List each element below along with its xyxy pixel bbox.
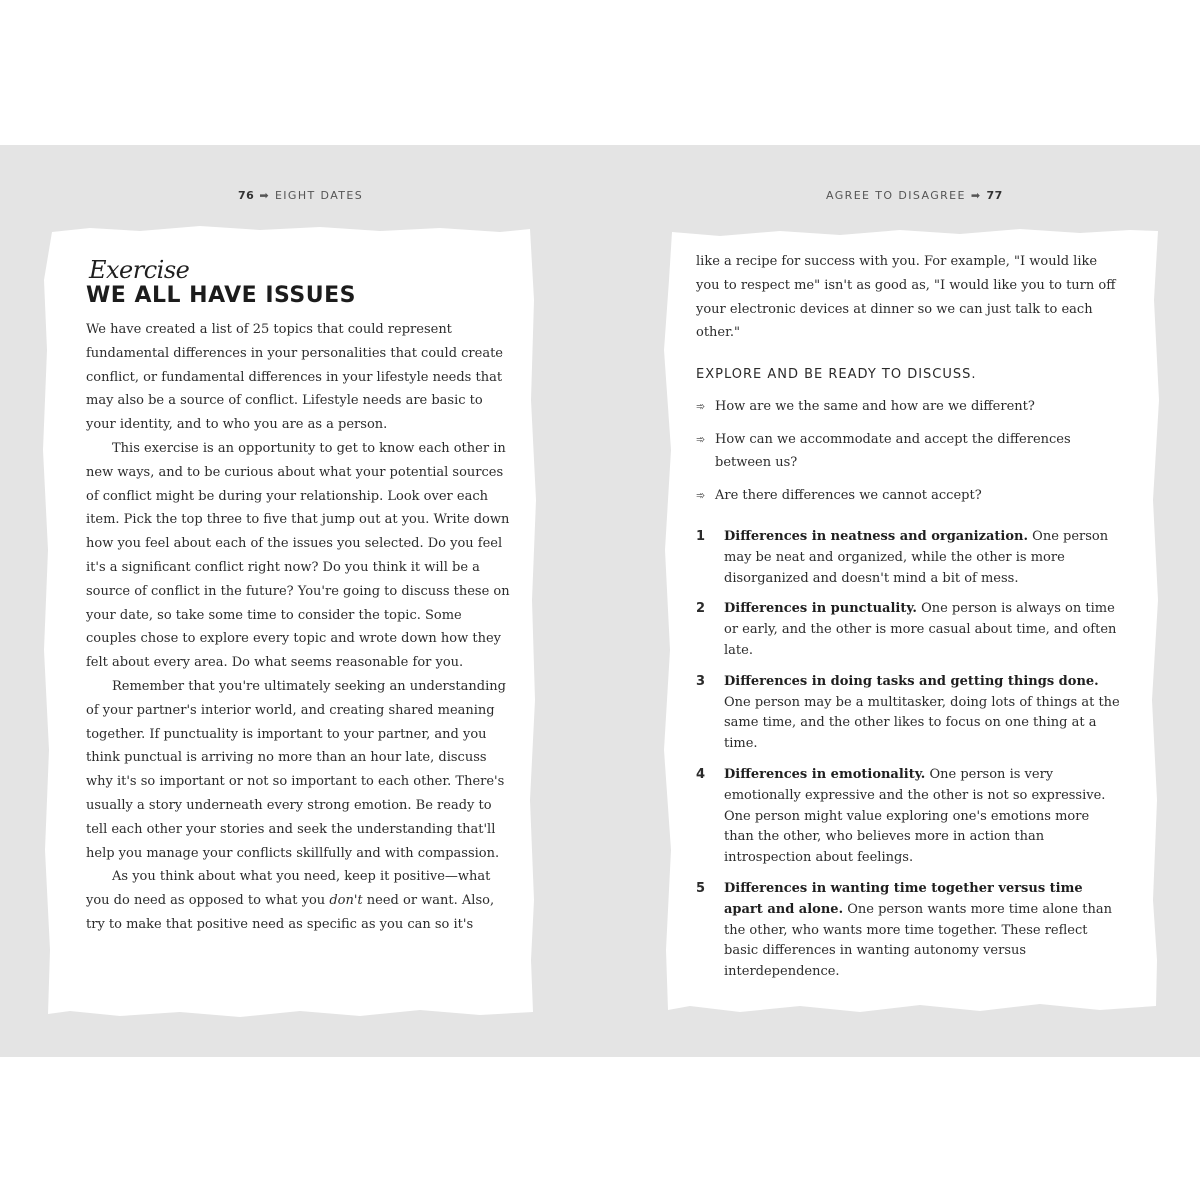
- item-title: Differences in wanting time together versus time apart and alone.: [724, 880, 1083, 917]
- item-number: 3: [696, 673, 706, 689]
- bullet-arrow-icon: ➾: [696, 399, 706, 413]
- item-title: Differences in emotionality.: [724, 766, 926, 782]
- right-running-head: [826, 189, 1003, 202]
- bullet-arrow-icon: ➾: [696, 432, 706, 446]
- item-text: One person may be a multitasker, doing lots of things at the same time, and the other likes to focus on one thing at a time.: [724, 694, 1120, 752]
- list-item: [696, 765, 1120, 869]
- list-item: [696, 599, 1120, 661]
- bullet-text: Are there differences we cannot accept?: [715, 487, 982, 503]
- list-item: [696, 484, 1120, 507]
- body-paragraph: Remember that you're ultimately seeking an understanding of your partner's interior world, and creating shared meaning together. If punctuality is important to your partner, and you think punctual is arriving no more than an hour late, discuss why it's so important or not so important to each other. There's usually a story underneath every strong emotion. Be ready to tell each other your stories and seek the understanding that'll help you manage your conflicts skillfully and with compassion.: [86, 678, 506, 861]
- list-item: [696, 527, 1120, 589]
- paragraph-text: As you think about what you need, keep it positive—what you do need as opposed to what you: [86, 869, 491, 909]
- list-item: [696, 428, 1120, 474]
- arrow-right-icon: ➡: [259, 189, 270, 202]
- item-text: One person is always on time or early, and the other is more casual about time, and often late.: [724, 601, 1117, 658]
- list-item: [696, 395, 1120, 418]
- item-text: One person may be neat and organized, while the other is more disorganized and doesn't mind a bit of mess.: [724, 528, 1109, 586]
- differences-list: [696, 527, 1120, 983]
- page-title: WE ALL HAVE ISSUES: [86, 283, 356, 308]
- list-item: [696, 672, 1120, 755]
- right-page-number: 77: [986, 189, 1003, 202]
- continued-paragraph: like a recipe for success with you. For example, "I would like you to respect me" isn't as good as, "I would like you to turn off your electronic devices at dinner so we can just talk to each other.": [696, 254, 1116, 341]
- body-paragraph: This exercise is an opportunity to get to know each other in new ways, and to be curious about what your potential sources of conflict might be during your relationship. Look over each item. Pick the top three to five that jump out at you. Write down how you feel about each of the issues you selected. Do you feel it's a significant conflict right now? Do you think it will be a source of conflict in the future? You're going to discuss these on your date, so take some time to consider the topic. Some couples chose to explore every topic and wrote down how they felt about every area. Do what seems reasonable for you.: [86, 440, 510, 671]
- section-subhead: EXPLORE AND BE READY TO DISCUSS.: [696, 367, 977, 383]
- body-paragraph: We have created a list of 25 topics that could represent fundamental differences in your personalities that could create conflict, or fundamental differences in your lifestyle needs that may also be a source of conflict. Lifestyle needs are basic to your identity, and to who you are as a person.: [86, 322, 504, 433]
- item-number: 2: [696, 601, 706, 617]
- discussion-bullets: [696, 395, 1120, 507]
- bullet-arrow-icon: ➾: [696, 488, 706, 502]
- item-text: One person is very emotionally expressive and the other is not so expressive. One person might value exploring one's emotions more than the other, who believes more in action than introspection about feelings.: [724, 766, 1106, 866]
- right-page-content: [696, 250, 1120, 993]
- item-title: Differences in punctuality.: [724, 601, 917, 617]
- exercise-label: Exercise: [89, 256, 190, 284]
- arrow-right-icon: ➡: [970, 189, 982, 202]
- emphasis-text: don't: [329, 893, 363, 909]
- left-running-title: EIGHT DATES: [274, 189, 364, 202]
- body-paragraph: [86, 865, 510, 936]
- right-running-title: AGREE TO DISAGREE: [826, 189, 966, 202]
- bullet-text: How can we accommodate and accept the differences between us?: [715, 431, 1071, 470]
- left-page-number: 76: [238, 189, 255, 202]
- item-number: 1: [696, 528, 706, 544]
- left-running-head: [238, 189, 363, 202]
- paragraph-text: need or want. Also, try to make that positive need as specific as you can so it's: [86, 893, 495, 932]
- item-title: Differences in neatness and organization.: [724, 528, 1029, 544]
- item-text: One person wants more time alone than the other, who wants more time together. These reflect basic differences in wanting autonomy versus interdependence.: [724, 901, 1112, 980]
- left-page-content: [86, 258, 510, 937]
- item-title: Differences in doing tasks and getting things done.: [724, 673, 1099, 689]
- item-number: 5: [696, 880, 706, 896]
- bullet-text: How are we the same and how are we different?: [715, 398, 1035, 414]
- item-number: 4: [696, 766, 706, 782]
- list-item: [696, 879, 1120, 983]
